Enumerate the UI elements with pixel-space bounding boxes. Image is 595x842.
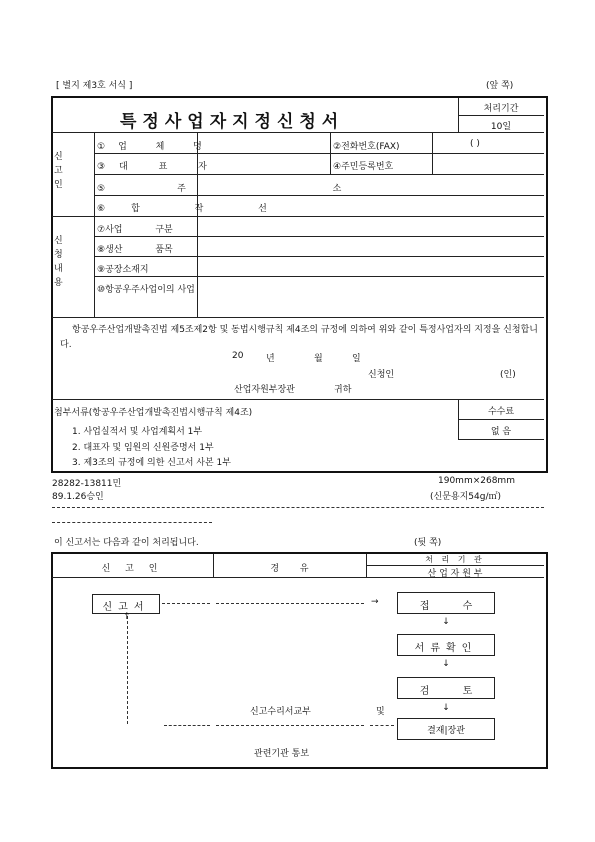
page-side-back: (뒷 쪽) (414, 538, 442, 548)
flow-arrow-up: ↑ (123, 612, 131, 622)
form-number: [ 별지 제3호 서식 ] (56, 81, 133, 91)
joint-venture-label: ⑥합 작 선 (97, 204, 293, 214)
flow-arrow-down: ↓ (442, 703, 450, 713)
step-approval-label: 결재|장관 (427, 726, 465, 736)
phone-fax-value[interactable]: ( ) (470, 139, 480, 149)
process-intro: 이 신고서는 다음과 같이 처리됩니다. (54, 538, 199, 548)
date-year: 20 (232, 351, 244, 361)
product-label: ⑧생산 품목 (97, 245, 173, 255)
paper-spec: (신문용지54g/㎡) (430, 492, 501, 502)
column-applicant: 신 고 인 (101, 564, 164, 574)
flow-arrow-right: → (371, 597, 379, 607)
applicant-group-label: 신고인 (54, 152, 63, 190)
form-title: 특정사업자지정신청서 (120, 112, 345, 132)
fee-label: 수수료 (487, 407, 515, 417)
form-code: 28282-13811민 (52, 479, 122, 489)
route-note-and: 및 (376, 707, 385, 717)
fee-value: 없 음 (490, 427, 512, 437)
route-note-notify: 관련기관 통보 (254, 749, 310, 759)
column-route: 경 유 (270, 564, 309, 574)
date-month-label: 월 (314, 354, 323, 364)
phone-fax-label: ②전화번호(FAX) (333, 142, 400, 152)
step-document-check-label: 서류확인 (414, 643, 478, 654)
addressee: 산업자원부장관 (234, 385, 295, 395)
application-statement: 항공우주산업개발촉진법 제5조제2항 및 동법시행규칙 제4조의 규정에 의하여 위와 같이 특정사업자의 지정을 신청합니다. (60, 325, 538, 350)
applicant-report-label: 신고서 (102, 602, 150, 613)
aerospace-business-label: ⑩항공우주사업이의 사업 (97, 285, 195, 295)
attachment-item: 2. 대표자 및 임원의 신원증명서 1부 (72, 443, 214, 453)
attachment-item: 3. 제3조의 규정에 의한 신고서 사본 1부 (72, 458, 231, 468)
cut-line (52, 522, 212, 523)
business-type-label: ⑦사업 구분 (97, 225, 173, 235)
flow-arrow-down: ↓ (442, 617, 450, 627)
flow-arrow-down: ↓ (442, 659, 450, 669)
resident-number-label: ④주민등록번호 (333, 162, 394, 172)
column-agency: 처 리 기 관 (425, 555, 485, 564)
content-group-label: 신청내용 (54, 236, 63, 288)
company-name-label: ①업 체 명 (97, 142, 215, 152)
processing-period-label: 처리기간 (483, 104, 519, 114)
representative-label: ③대 표 자 (97, 162, 221, 172)
step-receipt-label: 접 수 (419, 601, 473, 612)
route-note-certificate: 신고수리서교부 (250, 707, 311, 717)
page-side-front: (앞 쪽) (486, 81, 514, 91)
cut-line (52, 507, 544, 508)
step-review-label: 검 토 (419, 686, 473, 697)
attachment-item: 1. 사업실적서 및 사업계획서 1부 (72, 427, 203, 437)
addressee-suffix: 귀하 (334, 385, 352, 395)
form-approval: 89.1.26승인 (52, 492, 104, 502)
column-agency-ministry: 산 업 자 원 부 (427, 569, 483, 579)
paper-size: 190mm×268mm (438, 476, 515, 486)
seal-mark: (인) (500, 370, 516, 380)
factory-location-label: ⑨공장소재지 (97, 265, 149, 275)
date-day-label: 일 (352, 354, 361, 364)
date-year-label: 년 (266, 354, 275, 364)
attachments-title: 첨부서류(항공우주산업개발촉진법시행규칙 제4조) (54, 408, 253, 418)
address-label: ⑤주 소 (97, 184, 414, 194)
processing-period-value: 10일 (490, 122, 512, 132)
applicant-signature-label: 신청인 (368, 370, 395, 380)
